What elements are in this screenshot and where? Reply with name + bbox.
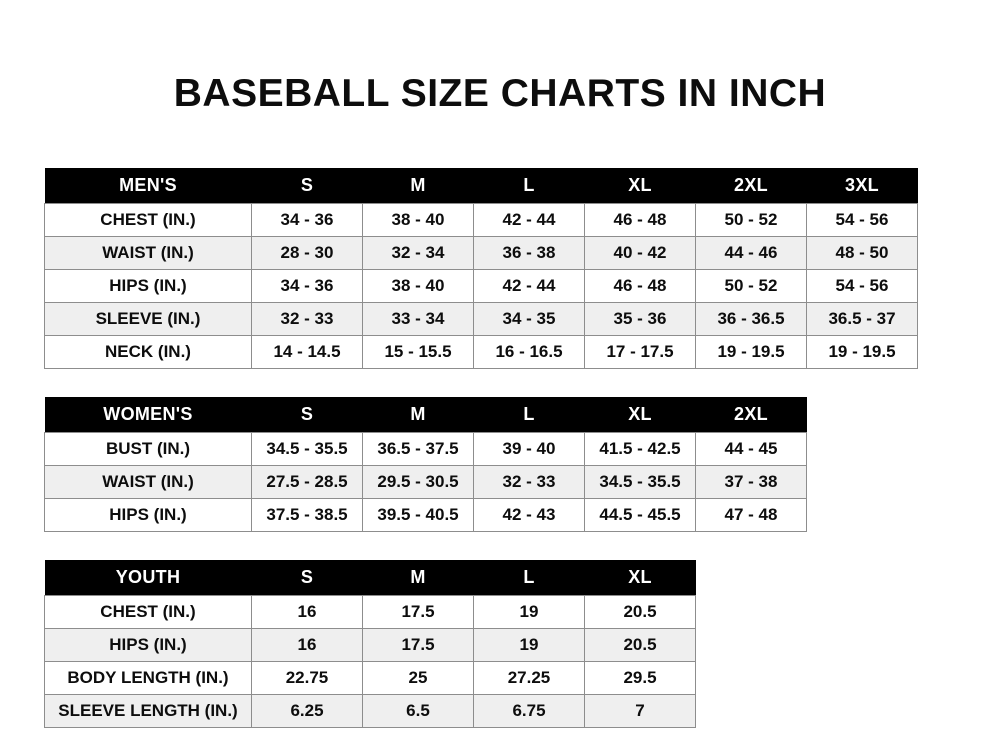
table-cell: 50 - 52 bbox=[696, 204, 807, 237]
table-cell: 29.5 bbox=[585, 662, 696, 695]
table-cell: 25 bbox=[363, 662, 474, 695]
table-cell: 7 bbox=[585, 695, 696, 728]
womens-header-l: L bbox=[474, 397, 585, 433]
table-cell: 54 - 56 bbox=[807, 204, 918, 237]
youth-header-l: L bbox=[474, 560, 585, 596]
charts-container bbox=[0, 168, 1000, 728]
table-cell: 20.5 bbox=[585, 596, 696, 629]
row-label: BODY LENGTH (IN.) bbox=[45, 662, 252, 695]
womens-table-header bbox=[45, 397, 807, 433]
row-label: WAIST (IN.) bbox=[45, 466, 252, 499]
youth-header-m: M bbox=[363, 560, 474, 596]
table-cell: 46 - 48 bbox=[585, 204, 696, 237]
table-cell: 39 - 40 bbox=[474, 433, 585, 466]
table-header-row bbox=[45, 397, 807, 433]
table-cell: 36 - 36.5 bbox=[696, 303, 807, 336]
table-cell: 17.5 bbox=[363, 596, 474, 629]
table-cell: 33 - 34 bbox=[363, 303, 474, 336]
table-cell: 16 bbox=[252, 596, 363, 629]
mens-header-m: M bbox=[363, 168, 474, 204]
table-cell: 34 - 35 bbox=[474, 303, 585, 336]
row-label: CHEST (IN.) bbox=[45, 596, 252, 629]
row-label: HIPS (IN.) bbox=[45, 629, 252, 662]
row-label: NECK (IN.) bbox=[45, 336, 252, 369]
table-cell: 36.5 - 37 bbox=[807, 303, 918, 336]
table-cell: 19 bbox=[474, 629, 585, 662]
table-row bbox=[45, 270, 918, 303]
womens-header-2xl: 2XL bbox=[696, 397, 807, 433]
table-cell: 39.5 - 40.5 bbox=[363, 499, 474, 532]
table-row bbox=[45, 695, 696, 728]
row-label: HIPS (IN.) bbox=[45, 270, 252, 303]
table-cell: 34.5 - 35.5 bbox=[252, 433, 363, 466]
table-cell: 44 - 45 bbox=[696, 433, 807, 466]
table-cell: 50 - 52 bbox=[696, 270, 807, 303]
youth-size-table bbox=[44, 560, 696, 728]
table-row bbox=[45, 336, 918, 369]
table-cell: 17.5 bbox=[363, 629, 474, 662]
table-cell: 35 - 36 bbox=[585, 303, 696, 336]
womens-size-table bbox=[44, 397, 807, 532]
mens-header-3xl: 3XL bbox=[807, 168, 918, 204]
youth-table-header bbox=[45, 560, 696, 596]
table-cell: 47 - 48 bbox=[696, 499, 807, 532]
table-cell: 6.75 bbox=[474, 695, 585, 728]
mens-header-s: S bbox=[252, 168, 363, 204]
table-cell: 6.5 bbox=[363, 695, 474, 728]
table-cell: 42 - 44 bbox=[474, 270, 585, 303]
table-cell: 19 bbox=[474, 596, 585, 629]
table-cell: 42 - 44 bbox=[474, 204, 585, 237]
mens-size-table bbox=[44, 168, 918, 369]
womens-table-body bbox=[45, 433, 807, 532]
table-cell: 14 - 14.5 bbox=[252, 336, 363, 369]
page-title: BASEBALL SIZE CHARTS IN INCH bbox=[173, 72, 827, 115]
table-cell: 36.5 - 37.5 bbox=[363, 433, 474, 466]
table-cell: 34 - 36 bbox=[252, 204, 363, 237]
table-cell: 27.5 - 28.5 bbox=[252, 466, 363, 499]
womens-header-m: M bbox=[363, 397, 474, 433]
table-row bbox=[45, 662, 696, 695]
table-cell: 32 - 33 bbox=[252, 303, 363, 336]
table-row bbox=[45, 237, 918, 270]
table-row bbox=[45, 596, 696, 629]
table-cell: 42 - 43 bbox=[474, 499, 585, 532]
youth-header-xl: XL bbox=[585, 560, 696, 596]
table-cell: 54 - 56 bbox=[807, 270, 918, 303]
table-cell: 44 - 46 bbox=[696, 237, 807, 270]
table-cell: 16 bbox=[252, 629, 363, 662]
row-label: SLEEVE LENGTH (IN.) bbox=[45, 695, 252, 728]
youth-header-category: YOUTH bbox=[45, 560, 252, 596]
row-label: BUST (IN.) bbox=[45, 433, 252, 466]
table-header-row bbox=[45, 560, 696, 596]
womens-header-xl: XL bbox=[585, 397, 696, 433]
table-row bbox=[45, 466, 807, 499]
table-cell: 44.5 - 45.5 bbox=[585, 499, 696, 532]
table-cell: 29.5 - 30.5 bbox=[363, 466, 474, 499]
table-cell: 41.5 - 42.5 bbox=[585, 433, 696, 466]
table-cell: 20.5 bbox=[585, 629, 696, 662]
table-cell: 38 - 40 bbox=[363, 204, 474, 237]
table-cell: 27.25 bbox=[474, 662, 585, 695]
table-cell: 37.5 - 38.5 bbox=[252, 499, 363, 532]
table-cell: 19 - 19.5 bbox=[807, 336, 918, 369]
table-cell: 16 - 16.5 bbox=[474, 336, 585, 369]
table-row bbox=[45, 204, 918, 237]
table-cell: 17 - 17.5 bbox=[585, 336, 696, 369]
table-cell: 28 - 30 bbox=[252, 237, 363, 270]
table-cell: 22.75 bbox=[252, 662, 363, 695]
table-cell: 34.5 - 35.5 bbox=[585, 466, 696, 499]
mens-header-category: MEN'S bbox=[45, 168, 252, 204]
mens-header-2xl: 2XL bbox=[696, 168, 807, 204]
table-cell: 40 - 42 bbox=[585, 237, 696, 270]
row-label: HIPS (IN.) bbox=[45, 499, 252, 532]
row-label: WAIST (IN.) bbox=[45, 237, 252, 270]
mens-header-xl: XL bbox=[585, 168, 696, 204]
table-cell: 34 - 36 bbox=[252, 270, 363, 303]
table-cell: 37 - 38 bbox=[696, 466, 807, 499]
table-cell: 19 - 19.5 bbox=[696, 336, 807, 369]
table-row bbox=[45, 433, 807, 466]
womens-header-category: WOMEN'S bbox=[45, 397, 252, 433]
youth-header-s: S bbox=[252, 560, 363, 596]
table-cell: 48 - 50 bbox=[807, 237, 918, 270]
womens-header-s: S bbox=[252, 397, 363, 433]
table-header-row bbox=[45, 168, 918, 204]
table-cell: 46 - 48 bbox=[585, 270, 696, 303]
mens-header-l: L bbox=[474, 168, 585, 204]
table-row bbox=[45, 303, 918, 336]
table-row bbox=[45, 629, 696, 662]
youth-table-body bbox=[45, 596, 696, 728]
row-label: SLEEVE (IN.) bbox=[45, 303, 252, 336]
mens-table-header bbox=[45, 168, 918, 204]
mens-table-body bbox=[45, 204, 918, 369]
row-label: CHEST (IN.) bbox=[45, 204, 252, 237]
table-cell: 38 - 40 bbox=[363, 270, 474, 303]
table-cell: 36 - 38 bbox=[474, 237, 585, 270]
table-row bbox=[45, 499, 807, 532]
table-cell: 32 - 34 bbox=[363, 237, 474, 270]
table-cell: 32 - 33 bbox=[474, 466, 585, 499]
table-cell: 6.25 bbox=[252, 695, 363, 728]
table-cell: 15 - 15.5 bbox=[363, 336, 474, 369]
